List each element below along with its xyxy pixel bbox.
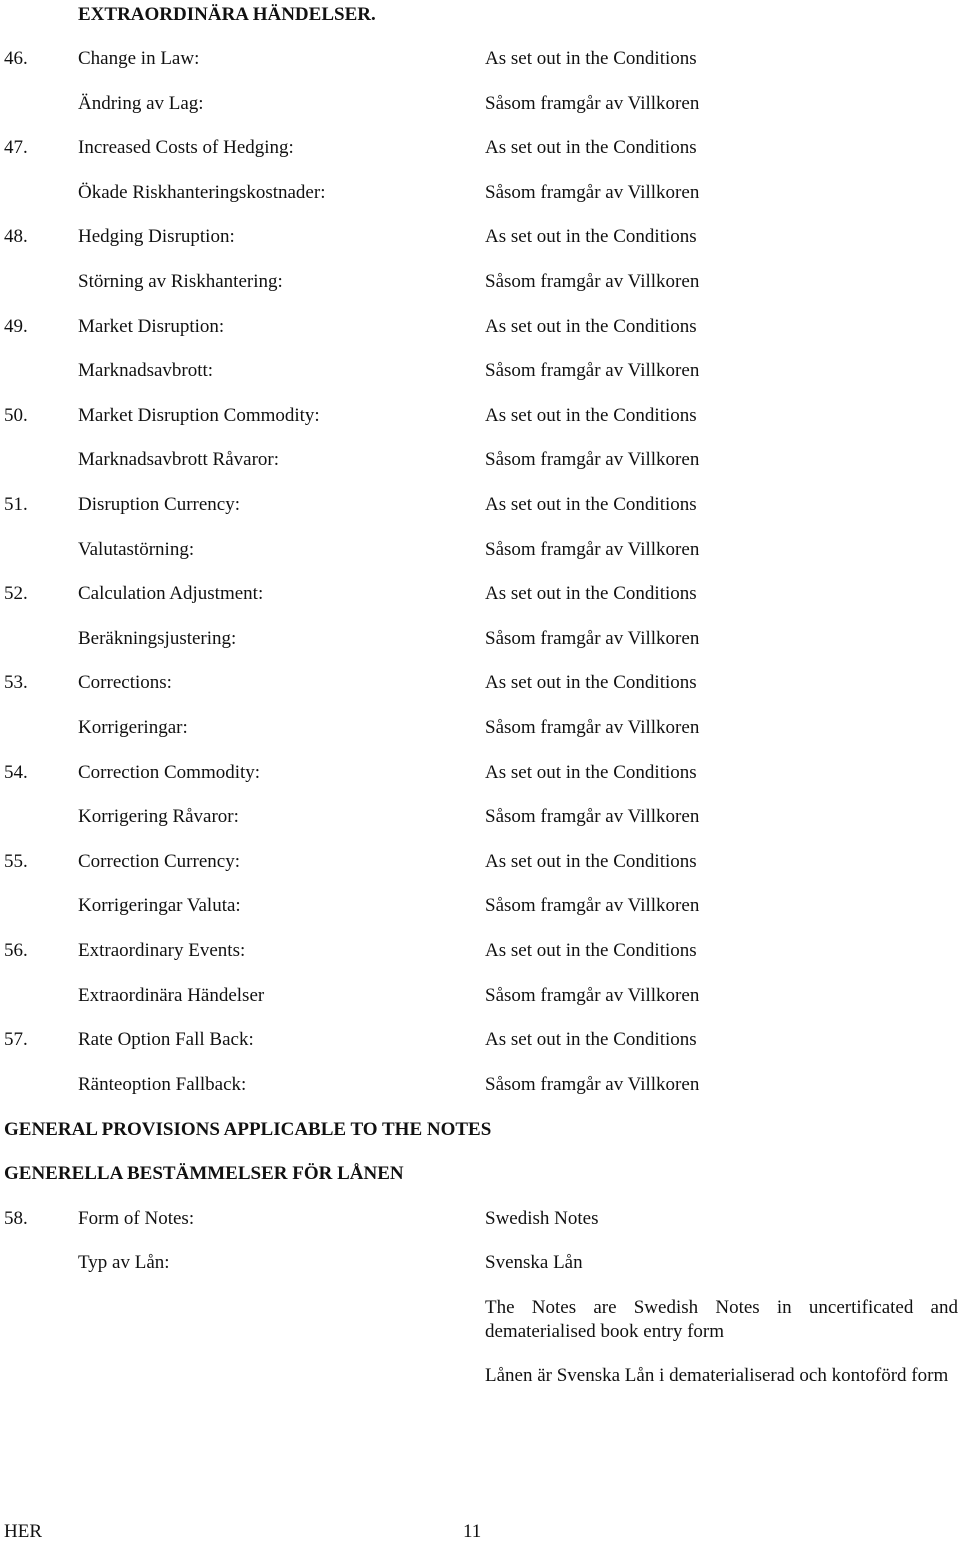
section-heading-extraordinary: EXTRAORDINÄRA HÄNDELSER. bbox=[78, 4, 376, 25]
item-value-en: As set out in the Conditions bbox=[485, 672, 697, 693]
item-value-sv: Såsom framgår av Villkoren bbox=[485, 182, 700, 203]
item-number: 52. bbox=[4, 583, 28, 604]
item-label-en: Rate Option Fall Back: bbox=[78, 1029, 254, 1050]
item-number: 47. bbox=[4, 137, 28, 158]
item-label-sv: Korrigeringar: bbox=[78, 717, 188, 738]
item-value-en: As set out in the Conditions bbox=[485, 583, 697, 604]
item-value-en: As set out in the Conditions bbox=[485, 1029, 697, 1050]
item-value-en: As set out in the Conditions bbox=[485, 405, 697, 426]
item-number: 49. bbox=[4, 316, 28, 337]
item-number: 57. bbox=[4, 1029, 28, 1050]
item-label-en: Correction Currency: bbox=[78, 851, 240, 872]
item-label-sv: Extraordinära Händelser bbox=[78, 985, 265, 1006]
item-label-sv: Marknadsavbrott: bbox=[78, 360, 214, 381]
item-number: 48. bbox=[4, 226, 28, 247]
item-number: 53. bbox=[4, 672, 28, 693]
item-value-en: As set out in the Conditions bbox=[485, 494, 697, 515]
item-value-en: As set out in the Conditions bbox=[485, 137, 697, 158]
item-label-en: Correction Commodity: bbox=[78, 762, 261, 783]
item-label-sv: Marknadsavbrott Råvaror: bbox=[78, 449, 280, 470]
item-value-sv: Såsom framgår av Villkoren bbox=[485, 449, 700, 470]
item-value-sv: Såsom framgår av Villkoren bbox=[485, 717, 700, 738]
item-value-sv: Såsom framgår av Villkoren bbox=[485, 895, 700, 916]
item-label-sv: Ändring av Lag: bbox=[78, 93, 204, 114]
item-label-en: Hedging Disruption: bbox=[78, 226, 235, 247]
item-label-sv: Ökade Riskhanteringskostnader: bbox=[78, 182, 326, 203]
item-number: 56. bbox=[4, 940, 28, 961]
item-value-sv: Såsom framgår av Villkoren bbox=[485, 806, 700, 827]
item-value-en: As set out in the Conditions bbox=[485, 940, 697, 961]
item-value-en: As set out in the Conditions bbox=[485, 226, 697, 247]
item-label-en: Disruption Currency: bbox=[78, 494, 241, 515]
notes-description-sv: Lånen är Svenska Lån i dematerialiserad och kontoförd form bbox=[485, 1365, 949, 1386]
item-value-sv: Såsom framgår av Villkoren bbox=[485, 985, 700, 1006]
notes-description-en: The Notes are Swedish Notes in uncertificated and dematerialised book entry form bbox=[485, 1297, 958, 1342]
item-label-sv: Korrigeringar Valuta: bbox=[78, 895, 241, 916]
item-value-sv: Såsom framgår av Villkoren bbox=[485, 628, 700, 649]
item-number: 58. bbox=[4, 1208, 28, 1229]
item-value-en: Swedish Notes bbox=[485, 1208, 599, 1229]
item-value-sv: Såsom framgår av Villkoren bbox=[485, 93, 700, 114]
item-label-sv: Störning av Riskhantering: bbox=[78, 271, 283, 292]
footer-code: HER bbox=[4, 1521, 42, 1542]
item-label-sv: Ränteoption Fallback: bbox=[78, 1074, 247, 1095]
item-number: 51. bbox=[4, 494, 28, 515]
item-value-sv: Svenska Lån bbox=[485, 1252, 583, 1273]
item-label-en: Market Disruption: bbox=[78, 316, 225, 337]
item-label-en: Calculation Adjustment: bbox=[78, 583, 264, 604]
section-heading-general-sv: GENERELLA BESTÄMMELSER FÖR LÅNEN bbox=[4, 1163, 404, 1184]
item-label-en: Change in Law: bbox=[78, 48, 200, 69]
item-label-en: Form of Notes: bbox=[78, 1208, 195, 1229]
item-number: 54. bbox=[4, 762, 28, 783]
section-heading-general-en: GENERAL PROVISIONS APPLICABLE TO THE NOTES bbox=[4, 1119, 492, 1140]
item-label-en: Market Disruption Commodity: bbox=[78, 405, 320, 426]
item-value-en: As set out in the Conditions bbox=[485, 48, 697, 69]
item-value-sv: Såsom framgår av Villkoren bbox=[485, 539, 700, 560]
item-value-en: As set out in the Conditions bbox=[485, 762, 697, 783]
item-label-en: Corrections: bbox=[78, 672, 172, 693]
item-label-sv: Valutastörning: bbox=[78, 539, 195, 560]
item-number: 55. bbox=[4, 851, 28, 872]
item-label-sv: Korrigering Råvaror: bbox=[78, 806, 239, 827]
item-label-sv: Typ av Lån: bbox=[78, 1252, 170, 1273]
item-value-en: As set out in the Conditions bbox=[485, 851, 697, 872]
item-number: 46. bbox=[4, 48, 28, 69]
item-label-en: Extraordinary Events: bbox=[78, 940, 246, 961]
item-number: 50. bbox=[4, 405, 28, 426]
item-value-sv: Såsom framgår av Villkoren bbox=[485, 1074, 700, 1095]
item-value-sv: Såsom framgår av Villkoren bbox=[485, 360, 700, 381]
item-value-sv: Såsom framgår av Villkoren bbox=[485, 271, 700, 292]
page-number: 11 bbox=[463, 1521, 482, 1542]
item-label-en: Increased Costs of Hedging: bbox=[78, 137, 294, 158]
item-value-en: As set out in the Conditions bbox=[485, 316, 697, 337]
item-label-sv: Beräkningsjustering: bbox=[78, 628, 237, 649]
